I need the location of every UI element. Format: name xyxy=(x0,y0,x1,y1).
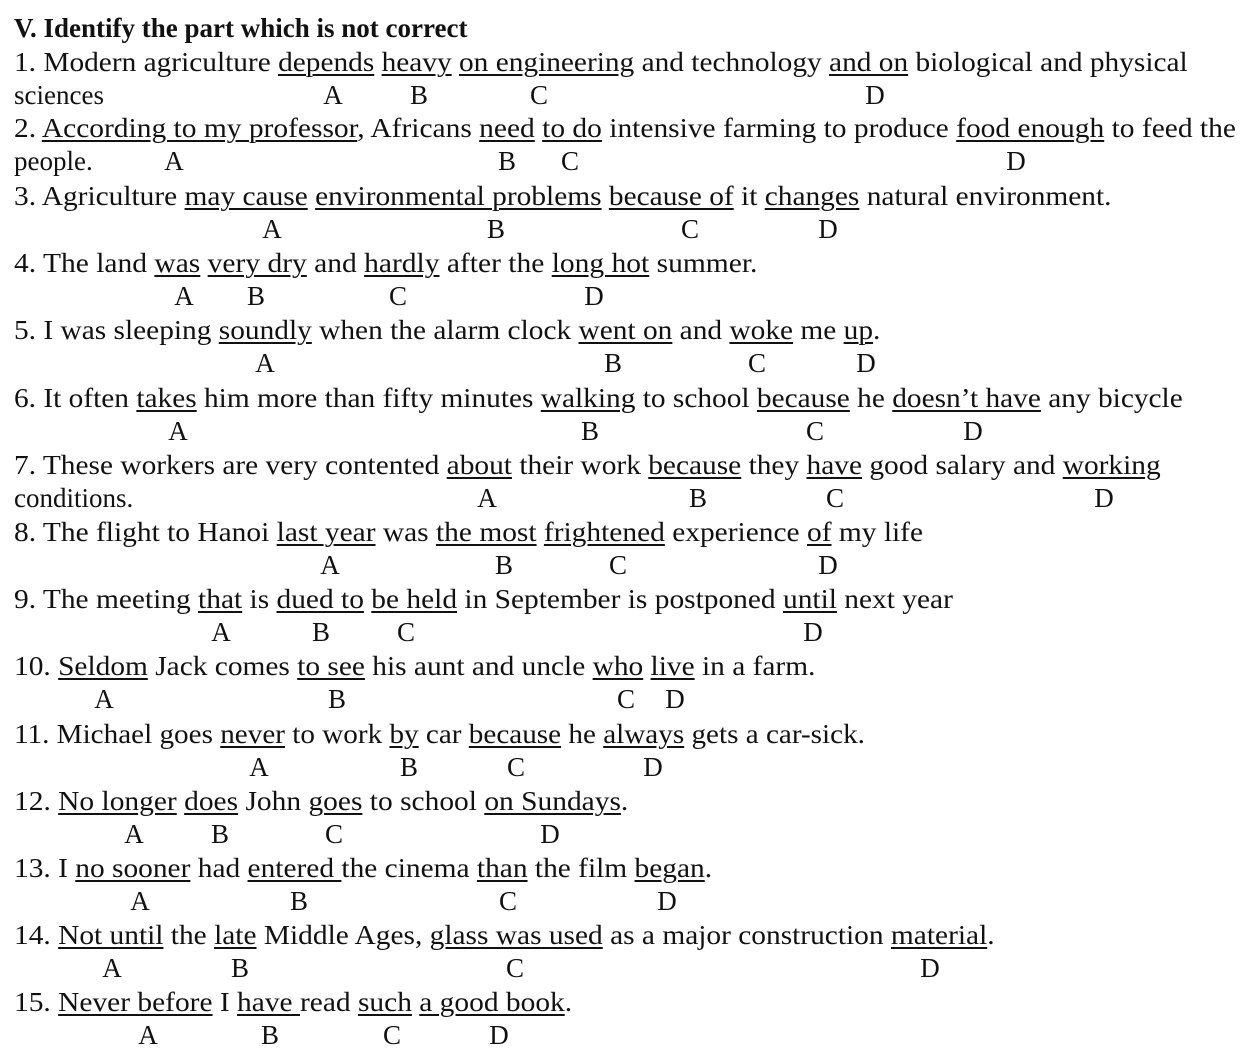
underlined-option: a good book xyxy=(419,987,565,1017)
option-label-c: C xyxy=(616,684,636,714)
question-5-sentence xyxy=(14,314,880,346)
underlined-option: on engineering xyxy=(459,47,635,77)
sentence-text: him more than fifty minutes xyxy=(196,383,541,413)
sentence-text: biological and physical xyxy=(908,47,1188,77)
sentence-text: 6. It often xyxy=(14,383,137,413)
underlined-option: material xyxy=(890,920,988,950)
sentence-text: the cinema xyxy=(341,853,477,883)
option-label-b: B xyxy=(580,416,600,446)
underlined-option: doesn’t have xyxy=(892,383,1041,413)
option-label-b: B xyxy=(399,752,419,782)
option-label-d: D xyxy=(489,1020,509,1050)
option-label-a: A xyxy=(102,953,122,983)
sentence-text: John xyxy=(238,786,309,816)
underlined-option: working xyxy=(1062,450,1161,480)
option-label-c: C xyxy=(805,416,825,446)
option-label-b: B xyxy=(497,146,517,176)
underlined-option: because of xyxy=(608,181,734,211)
underlined-option: until xyxy=(782,584,837,614)
underlined-option: live xyxy=(650,651,695,681)
sentence-text: 15. xyxy=(14,987,59,1017)
sentence-text: to feed the xyxy=(1104,113,1236,143)
underlined-option: always xyxy=(603,719,685,749)
option-label-c: C xyxy=(505,953,525,983)
underlined-option: Not until xyxy=(58,920,164,950)
sentence-text: their work xyxy=(511,450,649,480)
underlined-option: may cause xyxy=(184,181,308,211)
sentence-text: it xyxy=(733,181,765,211)
option-label-b: B xyxy=(486,214,506,244)
question-13-sentence xyxy=(14,852,712,884)
option-label-a: A xyxy=(211,617,231,647)
sentence-text: 1. Modern agriculture xyxy=(14,47,279,77)
question-10-sentence xyxy=(14,650,815,682)
option-label-d: D xyxy=(657,886,677,916)
sentence-text xyxy=(643,651,650,681)
option-label-d: D xyxy=(818,550,838,580)
option-label-a: A xyxy=(320,550,340,580)
underlined-option: entered xyxy=(247,853,342,883)
underlined-option: about xyxy=(446,450,512,480)
option-label-c: C xyxy=(608,550,628,580)
sentence-text: read xyxy=(299,987,358,1017)
sentence-text: Middle Ages, xyxy=(256,920,430,950)
option-label-d: D xyxy=(540,819,560,849)
option-label-c: C xyxy=(680,214,700,244)
sentence-text xyxy=(535,113,542,143)
underlined-option: woke xyxy=(729,315,794,345)
question-11-sentence xyxy=(14,718,865,750)
underlined-option: changes xyxy=(764,181,860,211)
underlined-option: environmental problems xyxy=(315,181,602,211)
underlined-option: No longer xyxy=(58,786,177,816)
underlined-option: no sooner xyxy=(75,853,191,883)
sentence-text: my life xyxy=(831,517,924,547)
sentence-text: and xyxy=(672,315,730,345)
option-label-c: C xyxy=(529,80,549,110)
option-label-c: C xyxy=(506,752,526,782)
option-label-c: C xyxy=(825,483,845,513)
option-label-c: C xyxy=(382,1020,402,1050)
option-label-a: A xyxy=(94,684,114,714)
option-label-b: B xyxy=(494,550,514,580)
sentence-text: they xyxy=(741,450,807,480)
underlined-option: by xyxy=(389,719,419,749)
sentence-text: next year xyxy=(836,584,953,614)
sentence-text: 12. xyxy=(14,786,59,816)
sentence-text: experience xyxy=(664,517,807,547)
sentence-text: me xyxy=(793,315,844,345)
option-label-a: A xyxy=(174,281,194,311)
sentence-text xyxy=(602,181,609,211)
option-label-a: A xyxy=(164,146,184,176)
option-label-a: A xyxy=(262,214,282,244)
option-label-d: D xyxy=(865,80,885,110)
underlined-option: than xyxy=(476,853,528,883)
option-label-b: B xyxy=(688,483,708,513)
underlined-option: have xyxy=(237,987,300,1017)
sentence-continuation: people. xyxy=(14,146,93,176)
underlined-option: on Sundays xyxy=(484,786,621,816)
option-label-d: D xyxy=(856,348,876,378)
underlined-option: walking xyxy=(540,383,636,413)
sentence-text: 7. These workers are very contented xyxy=(14,450,447,480)
underlined-option: frightened xyxy=(543,517,665,547)
underlined-option: goes xyxy=(308,786,363,816)
sentence-text: natural environment. xyxy=(859,181,1112,211)
sentence-text: . xyxy=(987,920,995,950)
question-8-sentence xyxy=(14,516,923,548)
sentence-text: any bicycle xyxy=(1040,383,1183,413)
underlined-option: was xyxy=(154,248,201,278)
question-14-sentence xyxy=(14,919,995,951)
sentence-text: 14. xyxy=(14,920,59,950)
option-label-a: A xyxy=(168,416,188,446)
underlined-option: long hot xyxy=(551,248,650,278)
sentence-text: after the xyxy=(439,248,552,278)
option-label-b: B xyxy=(603,348,623,378)
underlined-option: glass was used xyxy=(429,920,603,950)
underlined-option: such xyxy=(357,987,412,1017)
sentence-text: he xyxy=(561,719,604,749)
sentence-text: his aunt and uncle xyxy=(364,651,593,681)
option-label-b: B xyxy=(289,886,309,916)
underlined-option: have xyxy=(806,450,862,480)
sentence-text: to school xyxy=(362,786,485,816)
option-label-c: C xyxy=(747,348,767,378)
question-9-sentence xyxy=(14,583,953,615)
option-label-b: B xyxy=(246,281,266,311)
option-label-d: D xyxy=(1094,483,1114,513)
underlined-option: the most xyxy=(436,517,537,547)
option-label-d: D xyxy=(1006,146,1026,176)
sentence-text xyxy=(177,786,184,816)
option-label-c: C xyxy=(560,146,580,176)
option-label-d: D xyxy=(818,214,838,244)
underlined-option: and on xyxy=(829,47,909,77)
option-label-a: A xyxy=(323,80,343,110)
option-label-d: D xyxy=(665,684,685,714)
sentence-continuation: conditions. xyxy=(14,483,134,513)
underlined-option: last year xyxy=(276,517,376,547)
option-label-b: B xyxy=(327,684,347,714)
option-label-c: C xyxy=(324,819,344,849)
sentence-text: 4. The land xyxy=(14,248,155,278)
sentence-text: is xyxy=(242,584,277,614)
option-label-c: C xyxy=(396,617,416,647)
underlined-option: because xyxy=(756,383,850,413)
underlined-option: Seldom xyxy=(58,651,148,681)
question-6-sentence xyxy=(14,382,1183,414)
question-12-sentence xyxy=(14,785,628,817)
option-label-a: A xyxy=(138,1020,158,1050)
question-3-sentence xyxy=(14,180,1112,212)
underlined-option: soundly xyxy=(218,315,312,345)
option-label-b: B xyxy=(210,819,230,849)
sentence-text: gets a car-sick. xyxy=(684,719,865,749)
option-label-a: A xyxy=(249,752,269,782)
underlined-option: began xyxy=(634,853,705,883)
option-label-d: D xyxy=(963,416,983,446)
underlined-option: to do xyxy=(542,113,602,143)
sentence-text: . xyxy=(873,315,881,345)
sentence-text: 13. I xyxy=(14,853,76,883)
underlined-option: never xyxy=(220,719,285,749)
underlined-option: food enough xyxy=(956,113,1105,143)
sentence-text: and xyxy=(306,248,365,278)
underlined-option: went on xyxy=(578,315,673,345)
underlined-option: be held xyxy=(371,584,458,614)
underlined-option: to see xyxy=(297,651,365,681)
sentence-text: 2. xyxy=(14,113,42,143)
sentence-text: in September is postponed xyxy=(457,584,783,614)
underlined-option: depends xyxy=(278,47,375,77)
question-1-sentence xyxy=(14,46,1188,78)
sentence-text: 9. The meeting xyxy=(14,584,199,614)
underlined-option: very dry xyxy=(207,248,307,278)
question-15-sentence xyxy=(14,986,572,1018)
option-label-d: D xyxy=(584,281,604,311)
sentence-text: . xyxy=(564,987,573,1017)
sentence-text: 3. Agriculture xyxy=(14,181,185,211)
option-label-b: B xyxy=(311,617,331,647)
question-4-sentence xyxy=(14,247,757,279)
underlined-option: need xyxy=(479,113,535,143)
sentence-text: and technology xyxy=(634,47,830,77)
underlined-option: because xyxy=(648,450,742,480)
sentence-text: he xyxy=(849,383,893,413)
sentence-text: 10. xyxy=(14,651,59,681)
option-label-a: A xyxy=(124,819,144,849)
option-label-b: B xyxy=(230,953,250,983)
sentence-text: 8. The flight to Hanoi xyxy=(14,517,277,547)
underlined-option: late xyxy=(214,920,257,950)
sentence-text: car xyxy=(418,719,469,749)
sentence-text xyxy=(364,584,371,614)
option-label-c: C xyxy=(498,886,518,916)
sentence-text: had xyxy=(190,853,248,883)
option-label-a: A xyxy=(477,483,497,513)
underlined-option: takes xyxy=(136,383,197,413)
underlined-option: does xyxy=(184,786,239,816)
sentence-text xyxy=(308,181,315,211)
underlined-option: heavy xyxy=(381,47,452,77)
underlined-option: hardly xyxy=(364,248,440,278)
underlined-option: Never before xyxy=(58,987,213,1017)
sentence-text: in a farm. xyxy=(694,651,816,681)
sentence-text: 11. Michael goes xyxy=(14,719,221,749)
sentence-text: the xyxy=(163,920,215,950)
underlined-option: who xyxy=(592,651,644,681)
option-label-a: A xyxy=(130,886,150,916)
sentence-text: good salary and xyxy=(861,450,1063,480)
underlined-option: According to my professor xyxy=(41,113,358,143)
option-label-c: C xyxy=(388,281,408,311)
sentence-text: . xyxy=(620,786,629,816)
sentence-text xyxy=(412,987,419,1017)
option-label-b: B xyxy=(260,1020,280,1050)
sentence-text: as a major construction xyxy=(602,920,891,950)
sentence-text: . xyxy=(704,853,713,883)
sentence-text: I xyxy=(212,987,238,1017)
option-label-a: A xyxy=(255,348,275,378)
sentence-text: , Africans xyxy=(357,113,480,143)
question-2-sentence xyxy=(14,112,1236,144)
underlined-option: that xyxy=(198,584,243,614)
sentence-text: 5. I was sleeping xyxy=(14,315,219,345)
sentence-text: to work xyxy=(284,719,390,749)
underlined-option: of xyxy=(806,517,832,547)
sentence-text: was xyxy=(375,517,437,547)
sentence-text: to school xyxy=(635,383,757,413)
section-title: V. Identify the part which is not correct xyxy=(14,13,468,43)
option-label-b: B xyxy=(409,80,429,110)
question-7-sentence xyxy=(14,449,1161,481)
underlined-option: up xyxy=(843,315,874,345)
option-label-d: D xyxy=(803,617,823,647)
underlined-option: because xyxy=(468,719,562,749)
sentence-text: summer. xyxy=(649,248,758,278)
sentence-text: Jack comes xyxy=(147,651,298,681)
sentence-continuation: sciences xyxy=(14,80,104,110)
sentence-text: the film xyxy=(527,853,635,883)
sentence-text: intensive farming to produce xyxy=(601,113,957,143)
sentence-text: when the alarm clock xyxy=(311,315,579,345)
option-label-d: D xyxy=(643,752,663,782)
underlined-option: dued to xyxy=(276,584,364,614)
option-label-d: D xyxy=(920,953,940,983)
